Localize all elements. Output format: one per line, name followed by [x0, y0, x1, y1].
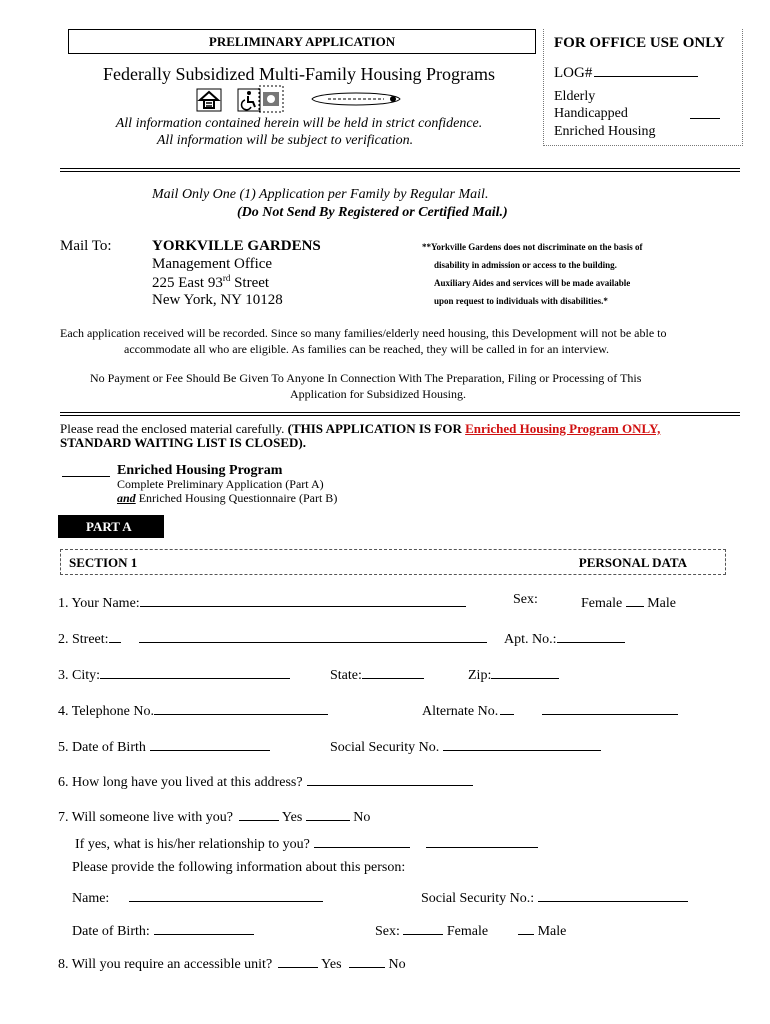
section-1-bar	[60, 549, 726, 575]
sex-label: Sex:	[513, 592, 538, 607]
log-number-line[interactable]	[594, 62, 698, 77]
q7-yes-line[interactable]	[239, 806, 279, 821]
sex-female-option: Female Male	[581, 592, 676, 612]
confidentiality-statement: All information contained herein will be held in strict confidence.	[115, 116, 483, 131]
nondiscrimination-line-1: **Yorkville Gardens does not discriminate on the basis of	[422, 242, 643, 252]
enriched-program-part-a: Complete Preliminary Application (Part A)	[117, 477, 324, 491]
ssn-input-line[interactable]	[443, 736, 601, 751]
state-input-line[interactable]	[362, 664, 424, 679]
enriched-program-title: Enriched Housing Program	[117, 463, 283, 478]
office-option-elderly: Elderly	[554, 89, 596, 104]
payment-notice-line-1: No Payment or Fee Should Be Given To Anyone In Connection With The Preparation, Filing or Processing of This	[90, 371, 642, 385]
mail-to-office: Management Office	[152, 256, 273, 272]
logo-seal-icon	[257, 84, 285, 119]
person-name-field: Name:	[72, 887, 323, 907]
read-material-line-2: STANDARD WAITING LIST IS CLOSED).	[60, 435, 306, 450]
alternate-input-line[interactable]	[542, 700, 678, 715]
recording-notice-line-2: accommodate all who are eligible. As families can be reached, they will be called in for an interview.	[124, 342, 610, 356]
office-use-box	[543, 29, 743, 146]
person-name-input-line[interactable]	[129, 887, 323, 902]
program-title: Federally Subsidized Multi-Family Housing Programs	[103, 64, 495, 84]
personal-data-label: PERSONAL DATA	[578, 555, 687, 570]
mid-divider	[60, 412, 740, 416]
q8-accessible-unit: 8. Will you require an accessible unit? Yes No	[58, 953, 406, 973]
preliminary-application-title: PRELIMINARY APPLICATION	[208, 34, 396, 49]
q7-provide-info: Please provide the following information about this person:	[72, 860, 406, 875]
q4-telephone: 4. Telephone No.	[58, 700, 328, 720]
office-option-enriched: Enriched Housing	[554, 124, 656, 139]
sex-female-line[interactable]	[626, 592, 644, 607]
apt-no-field: Apt. No.:	[504, 628, 625, 648]
recording-notice-line-1: Each application received will be recorded. Since so many families/elderly need housing, this Development will not be able to	[60, 326, 667, 340]
mail-to-name: YORKVILLE GARDENS	[152, 238, 321, 254]
enriched-program-part-b: and Enriched Housing Questionnaire (Part B)	[117, 491, 338, 505]
person-ssn-input-line[interactable]	[538, 887, 688, 902]
person-dob-input-line[interactable]	[154, 920, 254, 935]
relationship-input-line[interactable]	[314, 833, 410, 848]
section-1-label: SECTION 1	[69, 555, 138, 570]
q7-relationship: If yes, what is his/her relationship to you?	[75, 833, 538, 853]
q5-date-of-birth: 5. Date of Birth	[58, 736, 270, 756]
payment-notice-line-2: Application for Subsidized Housing.	[290, 387, 466, 401]
q8-no-line[interactable]	[349, 953, 385, 968]
person-ssn-field: Social Security No.:	[421, 887, 688, 907]
dob-input-line[interactable]	[150, 736, 270, 751]
read-material-line-1: Please read the enclosed material carefully. (THIS APPLICATION IS FOR Enriched Housing Program ONLY,	[60, 421, 661, 436]
person-male-line[interactable]	[518, 920, 534, 935]
name-input-line[interactable]	[140, 592, 466, 607]
mail-to-city: New York, NY 10128	[152, 292, 283, 308]
zip-field: Zip:	[468, 664, 559, 684]
person-dob-field: Date of Birth:	[72, 920, 254, 940]
mail-to-street: 225 East 93rd Street	[152, 273, 270, 291]
office-option-handicapped: Handicapped	[554, 106, 628, 121]
agency-logo-icon	[308, 90, 404, 113]
handicapped-check-line[interactable]	[690, 118, 720, 119]
log-number-field: LOG#	[554, 62, 698, 82]
mail-to-label: Mail To:	[60, 238, 112, 254]
q1-your-name: 1. Your Name:	[58, 592, 466, 612]
mail-instruction: Mail Only One (1) Application per Family by Regular Mail.	[152, 187, 489, 202]
verification-statement: All information will be subject to verification.	[156, 133, 414, 148]
state-field: State:	[330, 664, 424, 684]
q8-yes-line[interactable]	[278, 953, 318, 968]
q7-no-line[interactable]	[306, 806, 350, 821]
nondiscrimination-line-4: upon request to individuals with disabilities.*	[434, 296, 608, 306]
apt-input-line[interactable]	[557, 628, 625, 643]
office-use-title: FOR OFFICE USE ONLY	[554, 35, 725, 51]
q3-city: 3. City:	[58, 664, 290, 684]
q7-someone-live-with: 7. Will someone live with you? Yes No	[58, 806, 370, 826]
nondiscrimination-line-3: Auxiliary Aides and services will be made available	[434, 278, 631, 288]
person-sex-field: Sex: Female Male	[375, 920, 566, 940]
q6-length-at-address: 6. How long have you lived at this address?	[58, 771, 473, 791]
header-divider	[60, 168, 740, 172]
equal-housing-icon	[196, 88, 222, 117]
city-input-line[interactable]	[100, 664, 290, 679]
enriched-program-check-line[interactable]	[62, 476, 110, 477]
preliminary-application-box	[68, 29, 536, 54]
alternate-no-field: Alternate No.	[422, 700, 678, 720]
part-a-label: PART A	[58, 515, 164, 538]
zip-input-line[interactable]	[491, 664, 559, 679]
length-at-address-line[interactable]	[307, 771, 473, 786]
street-input-line[interactable]	[139, 628, 487, 643]
telephone-input-line[interactable]	[154, 700, 328, 715]
mail-warning: (Do Not Send By Registered or Certified Mail.)	[237, 205, 508, 220]
nondiscrimination-line-2: disability in admission or access to the building.	[434, 260, 617, 270]
person-female-line[interactable]	[403, 920, 443, 935]
q2-street: 2. Street:	[58, 628, 487, 648]
ssn-field: Social Security No.	[330, 736, 601, 756]
